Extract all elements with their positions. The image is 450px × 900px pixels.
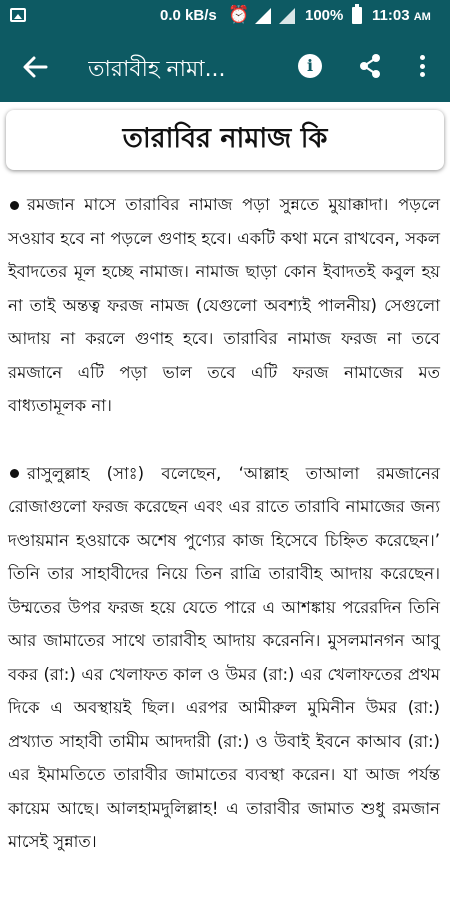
article-heading: তারাবির নামাজ কি <box>122 122 328 154</box>
bullet-icon <box>10 201 19 210</box>
signal-icon-secondary <box>279 8 295 24</box>
article-content[interactable] <box>0 102 450 900</box>
app-toolbar <box>0 32 450 102</box>
paragraph-text: রমজান মাসে তারাবির নামাজ পড়া সুন্নতে মুয়াক্কাদা। পড়লে সওয়াব হবে না পড়লে গুণাহ হবে। একটি কথা মনে রাখবেন, সকল ইবাদতের মূল হচ্ছে নামাজ। নামাজ ছাড়া কোন ইবাদতই কবুল হয় না তাই অন্তত্ব ফরজ নামজ (যেগুলো অবশ্যই পালনীয়) সেগুলো আদায় না করলে গুণাহ হবে। তারাবির নামাজ ফরজ না তবে রমজানে এটি পড়া ভাল তবে এটি ফরজ নামাজের মত বাধ্যতামূলক না। <box>8 195 440 415</box>
article-paragraph <box>8 457 440 859</box>
arrow-left-icon <box>22 55 48 79</box>
share-button[interactable] <box>356 52 384 80</box>
battery-icon <box>352 7 362 24</box>
clock-suffix: AM <box>413 11 431 23</box>
info-button[interactable] <box>298 54 322 78</box>
article-paragraph <box>8 188 440 423</box>
gallery-notification-icon <box>10 8 26 22</box>
more-dot-icon <box>420 64 425 69</box>
article-body <box>8 188 440 893</box>
info-icon: i <box>306 56 314 75</box>
more-options-button[interactable] <box>414 52 430 80</box>
status-bar <box>0 0 450 32</box>
back-button[interactable] <box>18 50 52 84</box>
signal-icon <box>255 8 271 24</box>
alarm-icon: ⏰ <box>228 5 250 24</box>
paragraph-text: রাসুলুল্লাহ (সাঃ) বলেছেন, ‘আল্লাহ তাআলা রমজানের রোজাগুলো ফরজ করেছেন এবং এর রাতে তারাবি নামাজের জন্য দণ্ডায়মান হওয়াকে অশেষ পুণ্যের কাজ হিসেবে চিহ্নিত করেছেন।’ তিনি তার সাহাবীদের নিয়ে তিন রাত্রি তারাবীহ আদায় করেছেন। উম্মতের উপর ফরজ হয়ে যেতে পারে এ আশঙ্কায় পরেরদিন তিনি আর জামাতের সাথে তারাবীহ আদায় করেননি। মুসলমানগন আবু বকর (রা:) এর খেলাফত কাল ও উমর (রা:) এর খেলাফতের প্রথম দিকে এ অবস্থায়ই ছিল। এরপর আমীরুল মুমিনীন উমর (রা:) প্রখ্যাত সাহাবী তামীম আদদারী (রা:) ও উবাই ইবনে কাআব (রা:) এর ইমামতিতে তারাবীর জামাতের ব্যবস্থা করেন। যা আজ পর্যন্ত কায়েম আছে। আলহামদুলিল্লাহ! এ তারাবীর জামাত শুধু রমজান মাসেই সুন্নাত। <box>8 463 440 851</box>
bullet-icon <box>10 469 19 478</box>
heading-card <box>6 110 444 170</box>
clock <box>372 7 431 24</box>
toolbar-title: তারাবীহ নামা... <box>88 57 226 82</box>
network-speed: 0.0 kB/s <box>160 7 217 24</box>
more-dot-icon <box>420 72 425 77</box>
clock-time: 11:03 <box>372 7 410 24</box>
battery-percent: 100% <box>305 7 344 24</box>
more-dot-icon <box>420 55 425 60</box>
share-icon <box>356 52 384 80</box>
